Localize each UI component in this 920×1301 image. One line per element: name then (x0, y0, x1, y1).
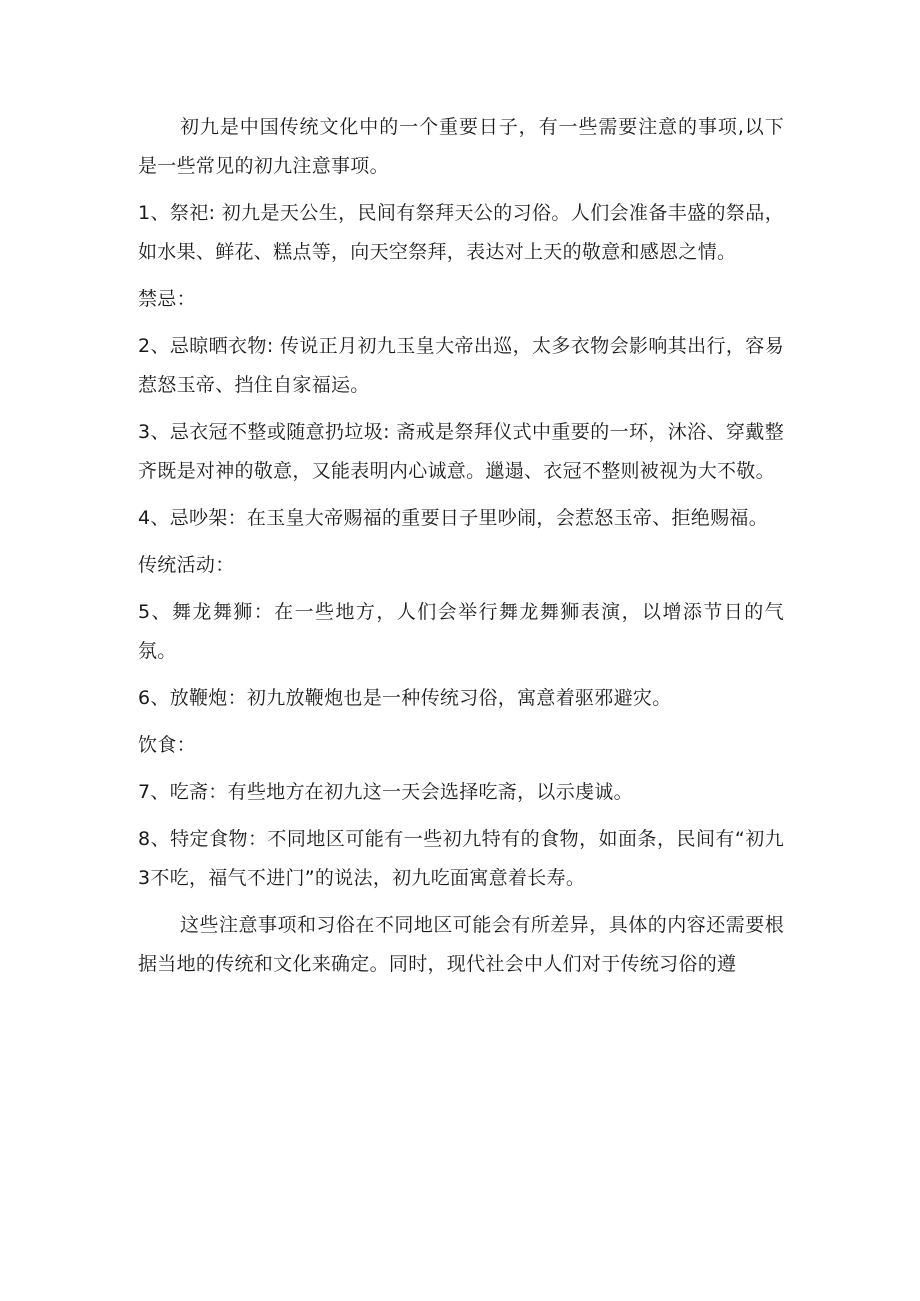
item-8-special-food: 8、特定食物：不同地区可能有一些初九特有的食物，如面条，民间有“初九3不吃，福气不进门”的说法，初九吃面寓意着长寿。 (138, 828, 784, 889)
item-4-no-quarrel: 4、忌吵架：在玉皇大帝赐福的重要日子里吵闹，会惹怒玉帝、拒绝赐福。 (138, 507, 768, 529)
item-5-dragon-lion-dance: 5、舞龙舞狮：在一些地方，人们会举行舞龙舞狮表演，以增添节日的气氛。 (138, 601, 784, 662)
closing-paragraph: 这些注意事项和习俗在不同地区可能会有所差异，具体的内容还需要根据当地的传统和文化来确定。同时，现代社会中人们对于传统习俗的遵 (138, 914, 784, 975)
section-heading-activities: 传统活动： (138, 554, 235, 576)
item-3-no-untidy-dress: 3、忌衣冠不整或随意扔垃圾: 斋戒是祭拜仪式中重要的一环，沐浴、穿戴整齐既是对神的敬意，又能表明内心诚意。邋遢、衣冠不整则被视为大不敬。 (138, 421, 784, 482)
item-2-no-drying-clothes: 2、忌晾晒衣物: 传说正月初九玉皇大帝出巡，太多衣物会影响其出行，容易惹怒玉帝、挡住自家福运。 (138, 335, 784, 396)
intro-paragraph: 初九是中国传统文化中的一个重要日子，有一些需要注意的事项,以下是一些常见的初九注意事项。 (138, 116, 784, 177)
document-body (138, 108, 784, 984)
section-heading-taboos: 禁忌： (138, 288, 196, 310)
section-heading-diet: 饮食： (138, 734, 196, 756)
item-1-sacrifice: 1、祭祀: 初九是天公生，民间有祭拜天公的习俗。人们会准备丰盛的祭品，如水果、鲜花、糕点等，向天空祭拜，表达对上天的敬意和感恩之情。 (138, 202, 784, 263)
item-6-firecrackers: 6、放鞭炮：初九放鞭炮也是一种传统习俗，寓意着驱邪避灾。 (138, 687, 672, 709)
item-7-vegetarian: 7、吃斋：有些地方在初九这一天会选择吃斋，以示虔诚。 (138, 781, 633, 803)
